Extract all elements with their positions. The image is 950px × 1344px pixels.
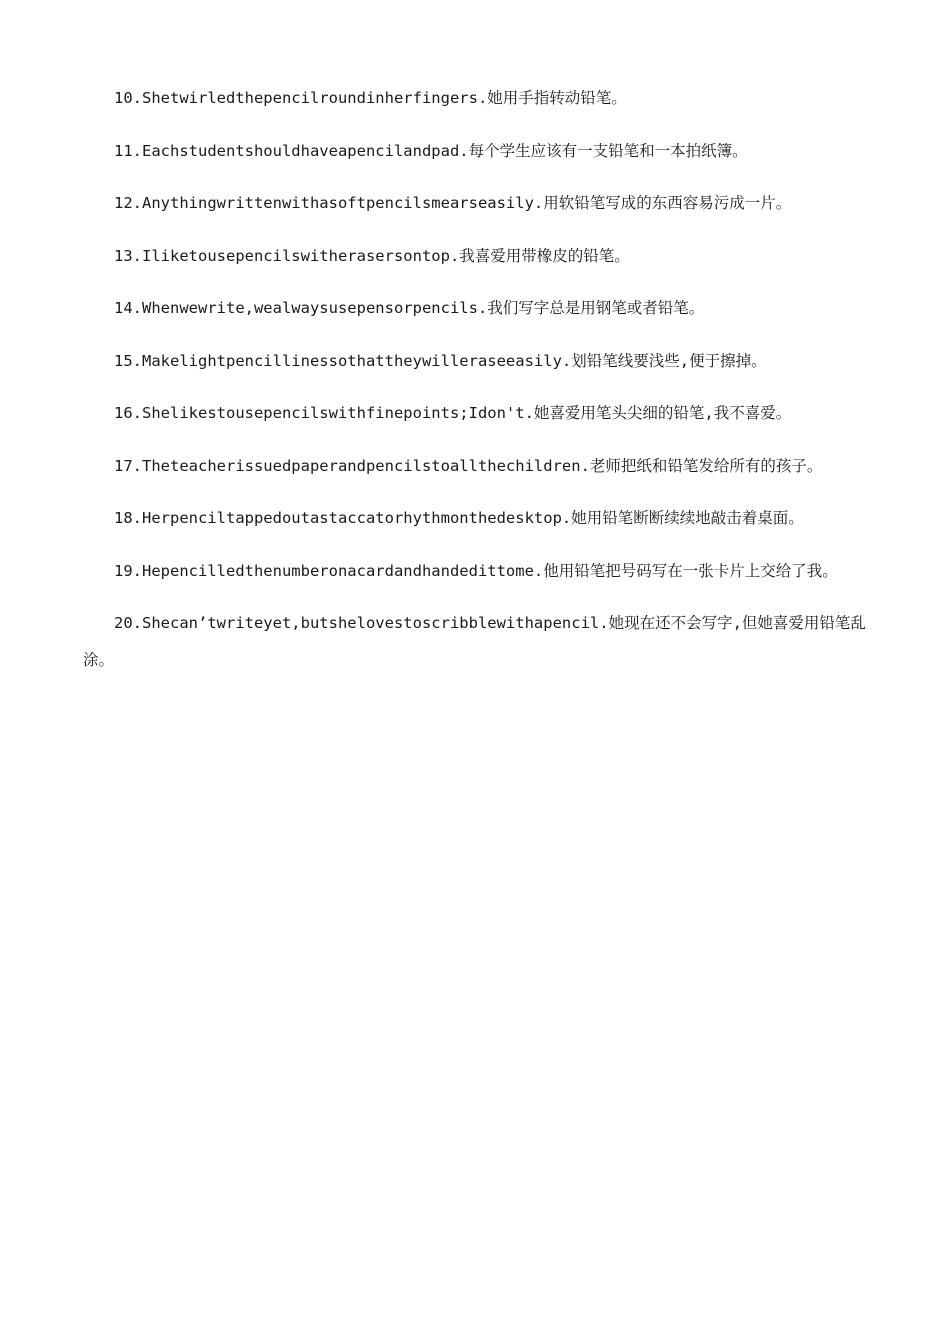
sentence-19: 19.Hepencilledthenumberonacardandhandedittome.他用铅笔把号码写在一张卡片上交给了我。 — [114, 561, 838, 580]
sentence-13: 13.Iliketousepencilswitherasersontop.我喜爱用带橡皮的铅笔。 — [114, 246, 630, 265]
sentence-18: 18.Herpenciltappedoutastaccatorhythmonthedesktop.她用铅笔断断续续地敲击着桌面。 — [114, 509, 804, 527]
sentence-16: 16.Shelikestousepencilswithfinepoints;Idon't.她喜爱用笔头尖细的铅笔,我不喜爱。 — [114, 404, 792, 422]
sentence-15: 15.Makelightpencillinessothattheywilleraseeasily.划铅笔线要浅些,便于擦掉。 — [114, 351, 767, 370]
sentence-17: 17.Theteacherissuedpaperandpencilstoallthechildren.老师把纸和铅笔发给所有的孩子。 — [114, 456, 823, 475]
sentence-14: 14.Whenwewrite,wealwaysusepensorpencils.我们写字总是用钢笔或者铅笔。 — [114, 299, 705, 317]
sentence-list — [83, 80, 873, 679]
sentence-20: 20.Shecan’twriteyet,butshelovestoscribblewithapencil.她现在还不会写字,但她喜爱用铅笔乱涂。 — [83, 614, 866, 669]
sentence-12: 12.Anythingwrittenwithasoftpencilsmearseasily.用软铅笔写成的东西容易污成一片。 — [114, 194, 792, 212]
sentence-11: 11.Eachstudentshouldhaveapencilandpad.每个学生应该有一支铅笔和一本拍纸簿。 — [114, 141, 748, 160]
sentence-10: 10.Shetwirledthepencilroundinherfingers.她用手指转动铅笔。 — [114, 89, 627, 107]
